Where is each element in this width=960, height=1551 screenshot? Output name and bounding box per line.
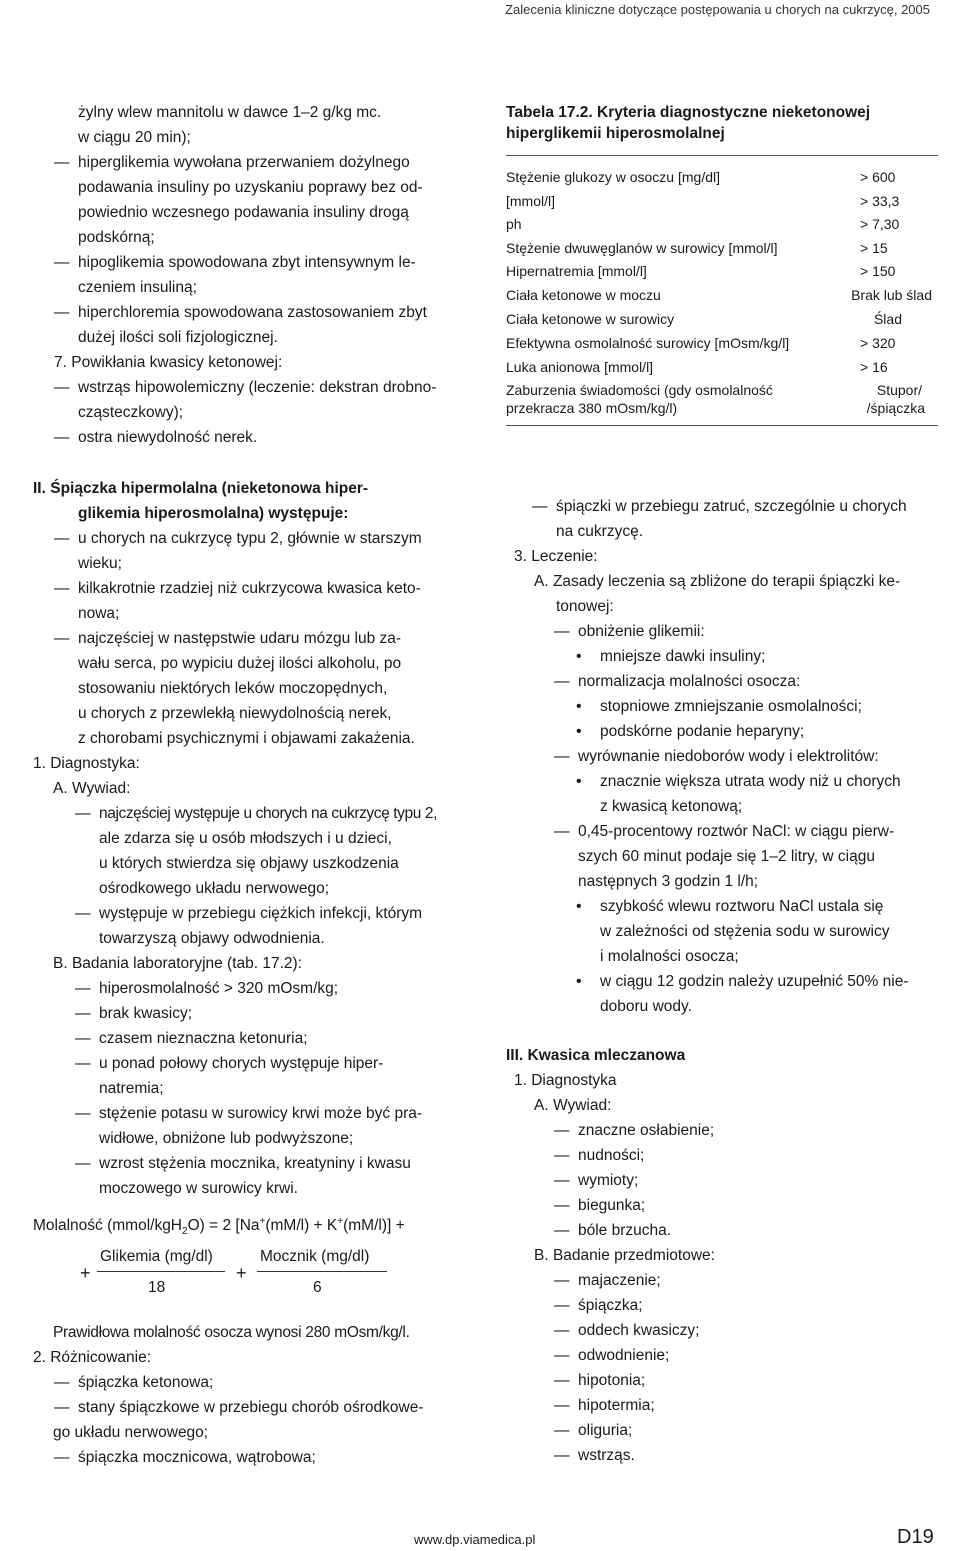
formula-part: O) = 2 [Na	[187, 1217, 260, 1234]
text-line: natremia;	[99, 1080, 164, 1097]
text-line: podawania insuliny po uzyskaniu poprawy bez od-	[78, 179, 423, 196]
list-item: — brak kwasicy;	[99, 1004, 192, 1024]
table-cell-value: > 16	[860, 359, 888, 375]
list-item: — śpiączki w przebiegu zatruć, szczególnie u chorych	[556, 497, 907, 517]
list-item: — stężenie potasu w surowicy krwi może być pra-	[99, 1104, 422, 1124]
list-item: — u chorych na cukrzycę typu 2, głównie w starszym	[78, 529, 422, 549]
bullet-item: • w ciągu 12 godzin należy uzupełnić 50% nie-	[600, 972, 908, 992]
table-row	[506, 381, 938, 419]
subsection-heading: A. Wywiad:	[53, 780, 131, 797]
text-line: towarzyszą objawy odwodnienia.	[99, 930, 325, 947]
text-line: na cukrzycę.	[556, 523, 644, 540]
table-cell-key: przekracza 380 mOsm/kg/l)	[506, 400, 678, 416]
page-number: D19	[897, 1526, 934, 1548]
footer-url[interactable]: www.dp.viamedica.pl	[414, 1532, 536, 1547]
fraction-numerator: Glikemia (mg/dl)	[100, 1248, 213, 1265]
table-cell-value: Stupor/	[876, 382, 922, 398]
list-item: — śpiączka mocznicowa, wątrobowa;	[78, 1448, 316, 1468]
text-line: u chorych z przewlekłą niewydolnością nerek,	[78, 705, 392, 722]
text-line: nowa;	[78, 605, 120, 622]
list-item: — wymioty;	[578, 1171, 638, 1191]
table-title-line: Tabela 17.2. Kryteria diagnostyczne nieketonowej	[506, 104, 871, 121]
text-line: wału serca, po wypiciu dużej ilości alkoholu, po	[78, 655, 402, 672]
list-item: — hiperosmolalność > 320 mOsm/kg;	[99, 979, 338, 999]
list-item: — wzrost stężenia mocznika, kreatyniny i kwasu	[99, 1154, 411, 1174]
list-item: — stany śpiączkowe w przebiegu chorób ośrodkowe-	[78, 1398, 423, 1418]
table-title	[506, 102, 870, 144]
table-cell-key: Luka anionowa [mmol/l]	[506, 359, 654, 375]
list-item: — oliguria;	[578, 1421, 632, 1441]
table-cell-value: Brak lub ślad	[851, 287, 932, 303]
text-line: i molalności osocza;	[600, 948, 739, 965]
table-cell-key: Ciała ketonowe w moczu	[506, 287, 661, 303]
formula-part: (mM/l)] +	[343, 1217, 405, 1234]
text-line: czeniem insuliną;	[78, 279, 197, 296]
list-item: — hipoglikemia spowodowana zbyt intensywnym le-	[78, 253, 416, 273]
table-cell-key: Ciała ketonowe w surowicy	[506, 311, 675, 327]
text-line: Prawidłowa molalność osocza wynosi 280 mOsm/kg/l.	[53, 1324, 410, 1341]
text-line: żylny wlew mannitolu w dawce 1–2 g/kg mc.	[78, 104, 382, 121]
fraction-bar	[257, 1271, 387, 1272]
text-line: cząsteczkowy);	[78, 404, 184, 421]
table-cell-value: > 7,30	[860, 216, 900, 232]
table-cell-value: > 15	[860, 240, 888, 256]
subsection-heading: B. Badanie przedmiotowe:	[534, 1247, 715, 1264]
formula-line	[33, 1216, 405, 1236]
subsection-heading: A. Wywiad:	[534, 1097, 612, 1114]
table-cell-key: Stężenie dwuwęglanów w surowicy [mmol/l]	[506, 240, 778, 256]
table-bottom-rule	[506, 425, 938, 426]
formula-sup: +	[259, 1215, 266, 1227]
list-item: — czasem nieznaczna ketonuria;	[99, 1029, 308, 1049]
formula-plus: +	[80, 1263, 91, 1283]
formula-plus: +	[236, 1263, 247, 1283]
bullet-item: • mniejsze dawki insuliny;	[600, 647, 765, 667]
list-item: — hiperchloremia spowodowana zastosowaniem zbyt	[78, 303, 427, 323]
text-line: u których stwierdza się objawy uszkodzenia	[99, 855, 399, 872]
section-heading: II. Śpiączka hipermolalna (nieketonowa hiper-	[33, 480, 369, 497]
list-item: — śpiączka ketonowa;	[78, 1373, 213, 1393]
table-cell-key: [mmol/l]	[506, 193, 555, 209]
text-line: A. Zasady leczenia są zbliżone do terapii śpiączki ke-	[534, 573, 901, 590]
list-item: — najczęściej występuje u chorych na cukrzycę typu 2,	[99, 804, 437, 824]
list-item: — występuje w przebiegu ciężkich infekcji, którym	[99, 904, 422, 924]
list-item: — oddech kwasiczy;	[578, 1321, 699, 1341]
table-cell-value: > 150	[860, 263, 896, 279]
text-line: ale zdarza się u osób młodszych i u dzieci,	[99, 830, 392, 847]
subsection-heading: 1. Diagnostyka	[514, 1072, 617, 1089]
text-line: dużej ilości soli fizjologicznej.	[78, 329, 278, 346]
list-item: — najczęściej w następstwie udaru mózgu lub za-	[78, 629, 401, 649]
fraction-denominator: 6	[313, 1279, 322, 1296]
table-cell-value: > 320	[860, 335, 896, 351]
formula-part: Molalność (mmol/kgH	[33, 1217, 183, 1234]
subsection-heading: 3. Leczenie:	[514, 548, 598, 565]
text-line: z chorobami psychicznymi i objawami zakażenia.	[78, 730, 415, 747]
bullet-item: • podskórne podanie heparyny;	[600, 722, 804, 742]
list-item: — znaczne osłabienie;	[578, 1121, 714, 1141]
list-item: — odwodnienie;	[578, 1346, 669, 1366]
formula-sub: 2	[182, 1226, 188, 1238]
list-item: — normalizacja molalności osocza:	[578, 672, 800, 692]
subsection-heading: B. Badania laboratoryjne (tab. 17.2):	[53, 955, 303, 972]
running-header: Zalecenia kliniczne dotyczące postępowania u chorych na cukrzycę, 2005	[505, 2, 930, 17]
list-item: — majaczenie;	[578, 1271, 661, 1291]
table-cell-value: > 33,3	[860, 193, 900, 209]
text-line: doboru wody.	[600, 998, 692, 1015]
table-cell-value: > 600	[860, 169, 896, 185]
text-line: go układu nerwowego;	[53, 1424, 209, 1441]
subsection-heading: 2. Różnicowanie:	[33, 1349, 152, 1366]
bullet-item: • znacznie większa utrata wody niż u chorych	[600, 772, 901, 792]
list-item: — hipotermia;	[578, 1396, 655, 1416]
table-cell-key: Efektywna osmolalność surowicy [mOsm/kg/l]	[506, 335, 790, 351]
text-line: wieku;	[78, 555, 122, 572]
text-line: z kwasicą ketonową;	[600, 798, 743, 815]
table-cell-value: /śpiączka	[866, 400, 925, 416]
bullet-item: • stopniowe zmniejszanie osmolalności;	[600, 697, 862, 717]
fraction-numerator: Mocznik (mg/dl)	[260, 1248, 370, 1265]
list-item: — nudności;	[578, 1146, 644, 1166]
text-line: stosowaniu niektórych leków moczopędnych,	[78, 680, 388, 697]
formula-part: (mM/l) + K	[265, 1217, 338, 1234]
section-heading: 7. Powikłania kwasicy ketonowej:	[54, 354, 283, 371]
list-item: — hipotonia;	[578, 1371, 645, 1391]
text-line: następnych 3 godzin 1 l/h;	[578, 873, 759, 890]
fraction-denominator: 18	[148, 1279, 166, 1296]
table-title-line: hiperglikemii hiperosmolalnej	[506, 125, 725, 142]
list-item: — wyrównanie niedoborów wody i elektrolitów:	[578, 747, 879, 767]
list-item: — śpiączka;	[578, 1296, 643, 1316]
formula-sup: +	[337, 1215, 344, 1227]
table-cell-key: Zaburzenia świadomości (gdy osmolalność	[506, 382, 773, 398]
list-item: — biegunka;	[578, 1196, 645, 1216]
list-item: — wstrząs.	[578, 1446, 635, 1466]
list-item: — hiperglikemia wywołana przerwaniem dożylnego	[78, 153, 410, 173]
list-item: — obniżenie glikemii:	[578, 622, 705, 642]
text-line: ośrodkowego układu nerwowego;	[99, 880, 330, 897]
table-cell-key: Stężenie glukozy w osoczu [mg/dl]	[506, 169, 720, 185]
text-line: podskórną;	[78, 229, 155, 246]
bullet-item: • szybkość wlewu roztworu NaCl ustala się	[600, 897, 883, 917]
section-heading: III. Kwasica mleczanowa	[506, 1047, 686, 1064]
text-line: szych 60 minut podaje się 1–2 litry, w ciągu	[578, 848, 875, 865]
text-line: w ciągu 20 min);	[78, 129, 191, 146]
fraction-bar	[97, 1271, 225, 1272]
list-item: — kilkakrotnie rzadziej niż cukrzycowa kwasica keto-	[78, 579, 421, 599]
text-line: tonowej:	[556, 598, 614, 615]
list-item: — u ponad połowy chorych występuje hiper-	[99, 1054, 383, 1074]
list-item: — wstrząs hipowolemiczny (leczenie: dekstran drobno-	[78, 378, 436, 398]
text-line: widłowe, obniżone lub podwyższone;	[99, 1130, 354, 1147]
text-line: powiednio wczesnego podawania insuliny drogą	[78, 204, 409, 221]
text-line: moczowego w surowicy krwi.	[99, 1180, 298, 1197]
list-item: — 0,45-procentowy roztwór NaCl: w ciągu pierw-	[578, 822, 894, 842]
subsection-heading: 1. Diagnostyka:	[33, 755, 140, 772]
list-item: — ostra niewydolność nerek.	[78, 428, 257, 448]
table-cell-key: ph	[506, 216, 522, 232]
table-top-rule	[506, 155, 938, 156]
table-cell-key: Hipernatremia [mmol/l]	[506, 263, 647, 279]
list-item: — bóle brzucha.	[578, 1221, 671, 1241]
text-line: w zależności od stężenia sodu w surowicy	[600, 923, 890, 940]
table-cell-value: Ślad	[873, 311, 902, 327]
section-heading: glikemia hiperosmolalna) występuje:	[78, 505, 349, 522]
